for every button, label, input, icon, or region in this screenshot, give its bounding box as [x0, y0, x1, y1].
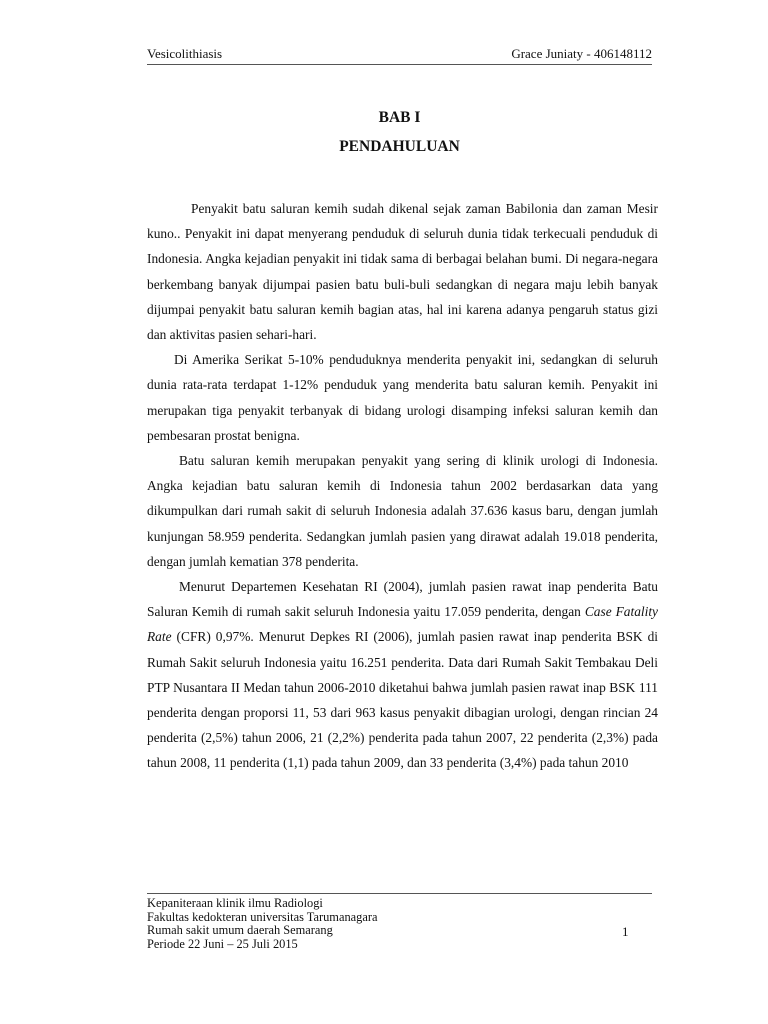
paragraph-4-part-1: Menurut Departemen Kesehatan RI (2004), jumlah pasien rawat inap penderita Batu Saluran Kemih di rumah sakit seluruh Indonesia yaitu 17.059 penderita, dengan — [147, 579, 658, 620]
body-text — [147, 196, 658, 776]
page-number: 1 — [622, 924, 629, 939]
paragraph-4 — [147, 574, 658, 776]
chapter-title — [147, 103, 652, 161]
footer-line-3: Rumah sakit umum daerah Semarang — [147, 923, 333, 937]
footer-line-4: Periode 22 Juni – 25 Juli 2015 — [147, 936, 298, 951]
header-author: Grace Juniaty - 406148112 — [511, 46, 652, 61]
paragraph-4-part-2: (CFR) 0,97%. Menurut Depkes RI (2006), jumlah pasien rawat inap penderita BSK di Rumah Sakit seluruh Indonesia yaitu 16.251 penderita. Data dari Rumah Sakit Tembakau Deli PTP Nusantara II Medan tahun 2006-2010 diketahui bahwa jumlah pasien rawat inap BSK 111 penderita dengan proporsi 11, 53 dari 963 kasus penyakit dibagian urologi, dengan rincian 24 penderita (2,5%) tahun 2006, 21 (2,2%) penderita pada tahun 2007, 22 penderita (2,3%) pada tahun 2008, 11 penderita (1,1) pada tahun 2009, dan 33 penderita (3,4%) pada tahun 2010 — [147, 629, 658, 771]
page-footer — [147, 893, 652, 951]
page-header — [147, 44, 652, 65]
footer-line-2: Fakultas kedokteran universitas Tarumanagara — [147, 909, 378, 924]
footer-line-1: Kepaniteraan klinik ilmu Radiologi — [147, 896, 323, 910]
header-topic: Vesicolithiasis — [147, 46, 223, 61]
paragraph-2: Di Amerika Serikat 5-10% penduduknya menderita penyakit ini, sedangkan di seluruh dunia rata-rata terdapat 1-12% penduduk yang menderita batu saluran kemih. Penyakit ini merupakan tiga penyakit terbanyak di bidang urologi disamping infeksi saluran kemih dan pembesaran prostat benigna. — [147, 352, 658, 443]
chapter-heading: PENDAHULUAN — [339, 138, 460, 155]
chapter-number: BAB I — [378, 109, 421, 126]
paragraph-1: Penyakit batu saluran kemih sudah dikenal sejak zaman Babilonia dan zaman Mesir kuno.. Penyakit ini dapat menyerang penduduk di seluruh dunia tidak terkecuali penduduk di Indonesia. Angka kejadian penyakit ini tidak sama di berbagai belahan bumi. Di negara-negara berkembang banyak dijumpai pasien batu buli-buli sedangkan di negara maju lebih banyak dijumpai penyakit batu saluran kemih bagian atas, hal ini karena adanya pengaruh status gizi dan aktivitas pasien sehari-hari. — [147, 201, 658, 343]
paragraph-3: Batu saluran kemih merupakan penyakit yang sering di klinik urologi di Indonesia. Angka kejadian batu saluran kemih di Indonesia tahun 2002 berdasarkan data yang dikumpulkan dari rumah sakit di seluruh Indonesia adalah 37.636 kasus baru, dengan jumlah kunjungan 58.959 penderita. Sedangkan jumlah pasien yang dirawat adalah 19.018 penderita, dengan jumlah kematian 378 penderita. — [147, 453, 658, 569]
paragraph-4-italic-term: Case Fatality Rate — [147, 604, 659, 645]
